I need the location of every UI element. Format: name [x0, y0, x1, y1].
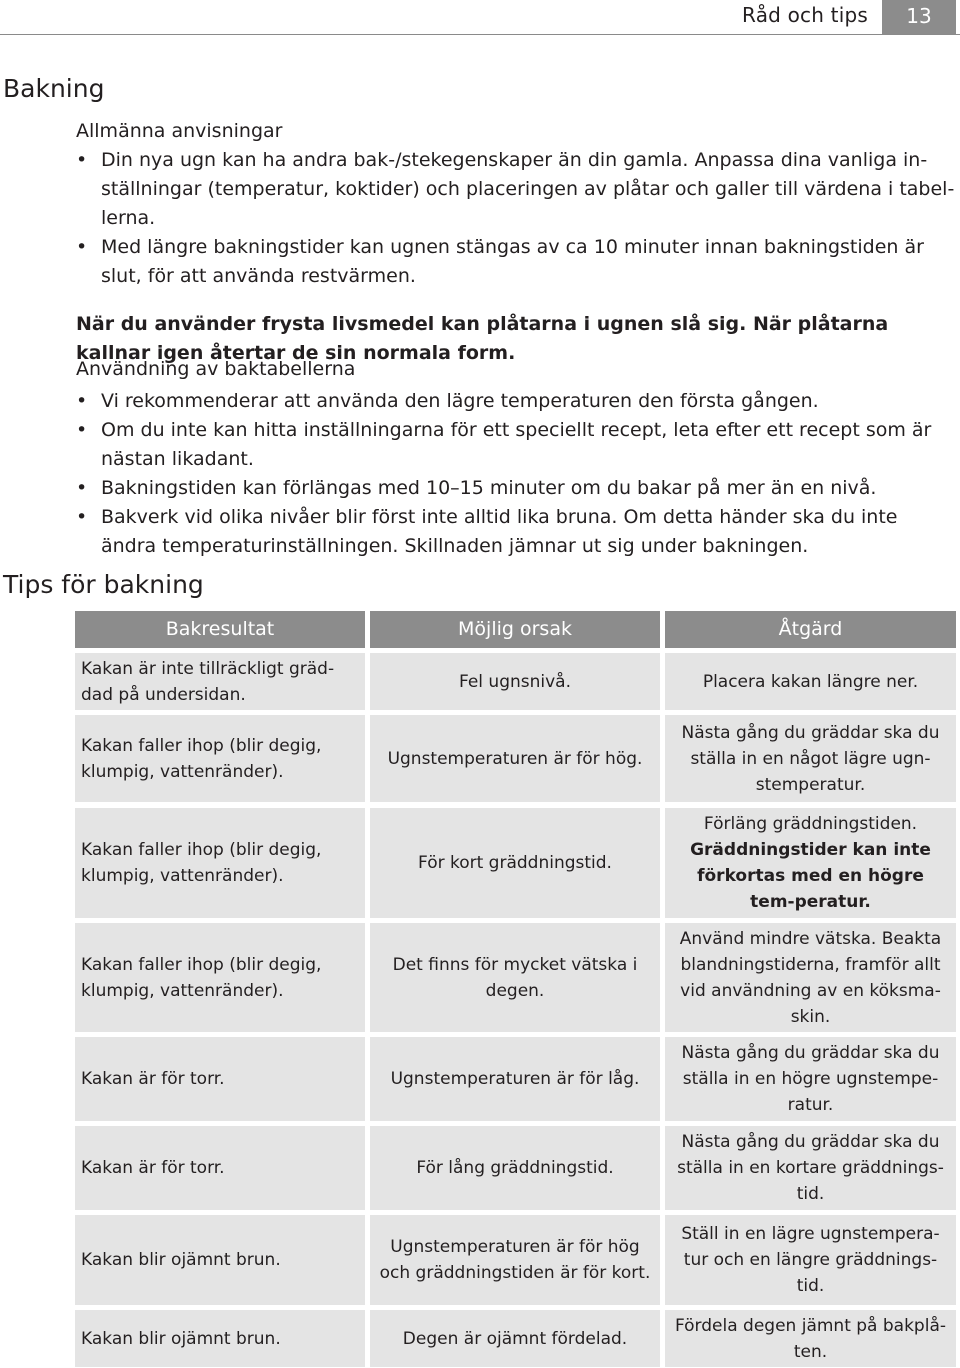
baking-title: Bakning [3, 74, 105, 103]
bullet-icon: • [76, 477, 88, 499]
cause-cell: Fel ugnsnivå. [370, 653, 660, 710]
result-cell: Kakan faller ihop (blir degig, klumpig, vattenränder). [75, 808, 365, 918]
bullet-icon: • [76, 506, 88, 528]
action-cell: Nästa gång du gräddar ska du ställa in en högre ugnstempe-ratur. [665, 1037, 956, 1121]
action-cell: Nästa gång du gräddar ska du ställa in en något lägre ugn-stemperatur. [665, 715, 956, 802]
cause-cell: Ugnstemperaturen är för låg. [370, 1037, 660, 1121]
page-number: 13 [882, 0, 956, 34]
result-cell: Kakan faller ihop (blir degig, klumpig, vattenränder). [75, 715, 365, 802]
result-cell: Kakan blir ojämnt brun. [75, 1310, 365, 1367]
tables-bullet: • Bakningstiden kan förlängas med 10–15 minuter om du bakar på mer än en nivå. [76, 474, 956, 503]
header-divider [0, 34, 960, 35]
bullet-icon: • [76, 149, 88, 171]
result-cell: Kakan är inte tillräckligt gräd-dad på undersidan. [75, 653, 365, 710]
action-cell: Placera kakan längre ner. [665, 653, 956, 710]
bullet-icon: • [76, 419, 88, 441]
section-title: Råd och tips [742, 3, 868, 27]
general-bullet: • Din nya ugn kan ha andra bak-/stekegenskaper än din gamla. Anpassa dina vanliga in-ställningar (temperatur, koktider) och placeringen av plåtar och galler till värdena i tabel-lerna. [76, 146, 956, 233]
action-cell: Ställ in en lägre ugnstempera-tur och en längre gräddnings-tid. [665, 1215, 956, 1305]
action-text: Förläng gräddningstiden. [703, 814, 918, 834]
tables-bullet: • Vi rekommenderar att använda den lägre temperaturen den första gången. [76, 387, 956, 416]
result-cell: Kakan faller ihop (blir degig, klumpig, vattenränder). [75, 923, 365, 1032]
cause-cell: Degen är ojämnt fördelad. [370, 1310, 660, 1367]
tables-bullet: • Bakverk vid olika nivåer blir först inte alltid lika bruna. Om detta händer ska du inte ändra temperaturinställningen. Skillnaden jämnar ut sig under bakningen. [76, 503, 956, 561]
cause-cell: För kort gräddningstid. [370, 808, 660, 918]
cause-cell: För lång gräddningstid. [370, 1126, 660, 1210]
bullet-icon: • [76, 390, 88, 412]
action-cell [665, 808, 956, 918]
action-cell: Använd mindre vätska. Beakta blandningstiderna, framför allt vid användning av en köksma-skin. [665, 923, 956, 1032]
result-cell: Kakan är för torr. [75, 1037, 365, 1121]
action-warning: Gräddningstider kan inte förkortas med en högre tem-peratur. [690, 840, 931, 912]
result-cell: Kakan är för torr. [75, 1126, 365, 1210]
column-header-cause: Möjlig orsak [370, 611, 660, 648]
result-cell: Kakan blir ojämnt brun. [75, 1215, 365, 1305]
page-header [0, 0, 960, 34]
general-heading: Allmänna anvisningar [76, 120, 283, 142]
cause-cell: Ugnstemperaturen är för hög. [370, 715, 660, 802]
general-bullet: • Med längre bakningstider kan ugnen stängas av ca 10 minuter innan bakningstiden är slut, för att använda restvärmen. [76, 233, 956, 291]
tables-heading: Användning av baktabellerna [76, 358, 356, 380]
action-cell: Nästa gång du gräddar ska du ställa in en kortare gräddnings-tid. [665, 1126, 956, 1210]
cause-cell: Det finns för mycket vätska i degen. [370, 923, 660, 1032]
tables-bullet: • Om du inte kan hitta inställningarna för ett speciellt recept, leta efter ett recept som är nästan likadant. [76, 416, 956, 474]
column-header-action: Åtgärd [665, 611, 956, 648]
action-cell: Fördela degen jämnt på bakplå-ten. [665, 1310, 956, 1367]
cause-cell: Ugnstemperaturen är för hög och gräddningstiden är för kort. [370, 1215, 660, 1305]
bullet-icon: • [76, 236, 88, 258]
column-header-result: Bakresultat [75, 611, 365, 648]
frozen-note: När du använder frysta livsmedel kan plåtarna i ugnen slå sig. När plåtarna kallnar igen återtar de sin normala form. [76, 313, 889, 364]
tips-title: Tips för bakning [3, 570, 204, 599]
